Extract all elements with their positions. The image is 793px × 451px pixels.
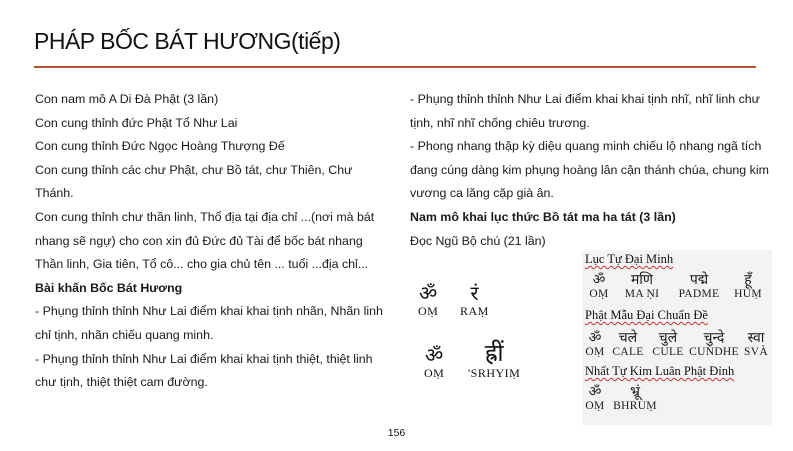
mantra-syllable: OṂ	[585, 400, 605, 412]
paragraph: - Phụng thỉnh thỉnh Như Lai điểm khai khai tịnh nhãn, Nhãn linh chỉ tịnh, nhãn chiếu quang minh.	[35, 304, 383, 342]
paragraph: - Phụng thỉnh thỉnh Như Lai điểm khai khai tịnh thiệt, thiệt linh chư tịnh, thiệt thiệt cam đường.	[35, 351, 373, 390]
ram-syllable	[460, 282, 489, 319]
mantra-syllable: CUṄDHE	[689, 346, 739, 358]
paragraph: - Phụng thỉnh thỉnh Như Lai điểm khai khai tịnh nhĩ, nhĩ linh chư tịnh, nhĩ nhĩ chống chiêu trương.	[410, 92, 760, 130]
syllable-label: RAṂ	[460, 304, 489, 318]
mantra-heading: Lục Tự Đại Minh	[585, 252, 674, 266]
page-title: PHÁP BỐC BÁT HƯƠNG(tiếp)	[34, 28, 341, 54]
mantra-heading: Nhất Tự Kim Luân Phật Đỉnh	[585, 364, 735, 378]
right-column	[410, 88, 770, 253]
cundhe-glyph-icon: चुन्दे	[703, 330, 725, 346]
mantra-syllable: CALE	[612, 346, 644, 358]
section-heading: Bài khấn Bốc Bát Hương	[35, 280, 183, 295]
mantra-syllable: MA ṆI	[624, 288, 660, 300]
hum-glyph-icon: हूँ	[744, 272, 752, 288]
om-glyph-icon: ॐ	[425, 343, 444, 367]
mantra-heading: Phật Mẫu Đại Chuẩn Đề	[585, 308, 708, 322]
section-heading: Nam mô khai lục thức Bồ tát ma ha tát (3 lần)	[410, 209, 676, 224]
paragraph: Con cung thỉnh các chư Phật, chư Bồ tát, chư Thiên, Chư Thánh.	[35, 162, 353, 201]
paragraph: Đọc Ngũ Bộ chú (21 lần)	[410, 233, 546, 248]
mani-glyph-icon: मणि	[630, 272, 654, 288]
syllable-label: OṂ	[424, 366, 445, 380]
cule-glyph-icon: चुले	[658, 330, 678, 346]
left-column	[35, 88, 390, 395]
sva-glyph-icon: स्वा	[747, 330, 765, 346]
srhyim-syllable	[468, 340, 520, 381]
mantra-row	[582, 330, 772, 358]
mantra-syllable: HÙṂ	[734, 288, 762, 300]
mantra-box	[582, 250, 772, 425]
syllable-label: OṂ	[418, 304, 439, 318]
ram-glyph-icon: रं	[470, 281, 479, 305]
mantra-syllable: SVÀ	[744, 346, 768, 358]
om-glyph-icon: ॐ	[592, 272, 606, 288]
page-number: 156	[387, 427, 406, 439]
srhyim-glyph-icon: ह्रीं	[484, 339, 504, 367]
paragraph: Con cung thỉnh đức Phật Tổ Như Lai	[35, 115, 238, 130]
mantra-syllable: OṂ	[589, 288, 609, 300]
paragraph: - Phong nhang thập kỳ diệu quang minh chiếu lộ nhang ngã tích đang cúng dàng kim phụng hoàng lân cận thánh chúa, chung kim vương ca lăng cặp già ân.	[410, 139, 769, 201]
mantra-syllable: BHRÙṂ	[613, 400, 657, 412]
padme-glyph-icon: पद्मे	[689, 272, 709, 288]
om-syllable-2	[424, 344, 444, 381]
mantra-row	[582, 384, 662, 412]
paragraph: Con cung thỉnh chư thần linh, Thổ địa tại địa chỉ ...(nơi mà bát nhang sẽ ngự) cho con xin đủ Đức đủ Tài để bốc bát nhang Thần linh, Gia tiên, Tổ cô... cho gia chủ tên ... tuổi ...địa chỉ...	[35, 209, 375, 272]
paragraph: Con nam mô A Di Đà Phật (3 lần)	[35, 92, 219, 106]
cale-glyph-icon: चले	[618, 330, 638, 346]
syllable-label: 'SRHYIṂ	[468, 366, 521, 380]
mantra-syllable: PADME	[678, 288, 720, 300]
om-glyph-icon: ॐ	[588, 330, 602, 346]
mantra-row	[584, 272, 768, 300]
bhrum-glyph-icon: भ्रूं	[630, 384, 640, 400]
om-glyph-icon: ॐ	[419, 281, 438, 305]
mantra-syllable: CULE	[652, 346, 684, 358]
title-divider	[34, 66, 756, 68]
paragraph: Con cung thỉnh Đức Ngọc Hoàng Thượng Đế	[35, 139, 285, 154]
mantra-syllable: OṂ	[585, 346, 605, 358]
om-syllable	[418, 282, 438, 319]
om-glyph-icon: ॐ	[588, 384, 602, 400]
